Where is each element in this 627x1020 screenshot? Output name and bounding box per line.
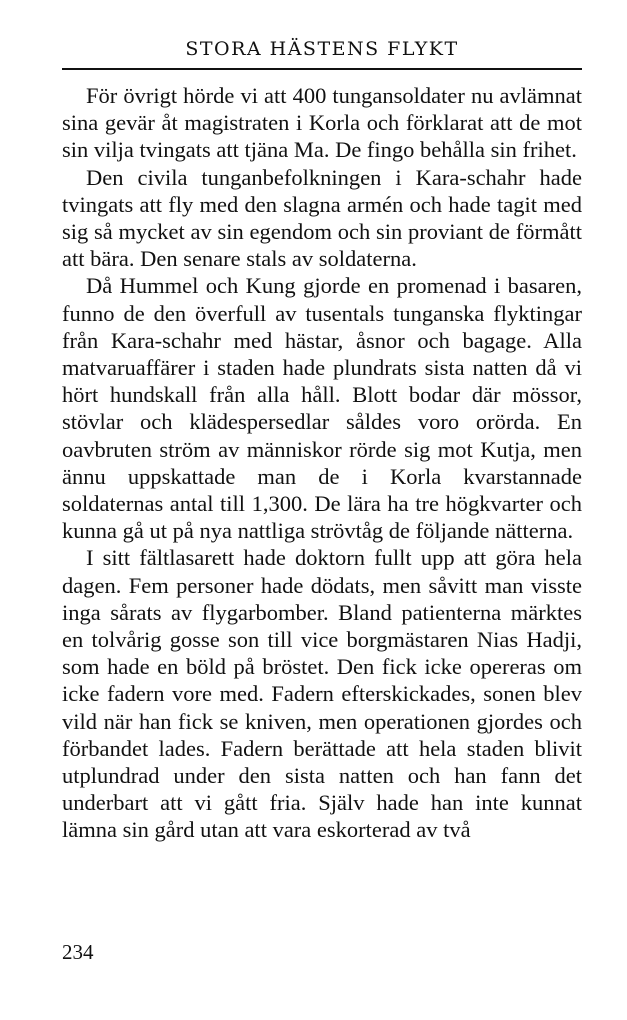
body-text [62,82,582,844]
paragraph: I sitt fältlasarett hade doktorn fullt upp att göra hela dagen. Fem personer hade dödats, men såvitt man visste inga sårats av flygarbomber. Bland patienterna märktes en tolvårig gosse son till vice borgmästaren Nias Hadji, som hade en böld på bröstet. Den fick icke opereras om icke fadern vore med. Fadern efterskickades, sonen blev vild när han fick se kniven, men operationen gjordes och förbandet lades. Fadern berättade att hela staden blivit utplundrad under den sista natten och han fann det underbart att vi gått fria. Själv hade han inte kunnat lämna sin gård utan att vara eskorterad av två [62,545,582,843]
paragraph: Då Hummel och Kung gjorde en promenad i basaren, funno de den överfull av tusentals tunganska flyktingar från Kara-schahr med hästar, åsnor och bagage. Alla matvaruaffärer i staden hade plundrats sista natten då vi hört hundskall från alla håll. Blott bodar där mössor, stövlar och klädespersedlar såldes voro orörda. En oavbruten ström av människor rörde sig mot Kutja, men ännu uppskattade man de i Korla kvarstannade soldaternas antal till 1,300. De lära ha tre högkvarter och kunna gå ut på nya nattliga strövtåg de följande nätterna. [62,273,582,544]
running-head: STORA HÄSTENS FLYKT [185,38,459,60]
paragraph: Den civila tunganbefolkningen i Kara-schahr hade tvingats att fly med den slagna armén och hade tagit med sig så mycket av sin egendom och sin proviant de förmått att bära. Den senare stals av soldaterna. [62,164,582,272]
page-number: 234 [62,940,94,964]
paragraph: För övrigt hörde vi att 400 tungansoldater nu avlämnat sina gevär åt magistraten i Korla och förklarat att de mot sin vilja tvingats att tjäna Ma. De fingo behålla sin frihet. [62,83,582,163]
header-rule [62,68,582,70]
